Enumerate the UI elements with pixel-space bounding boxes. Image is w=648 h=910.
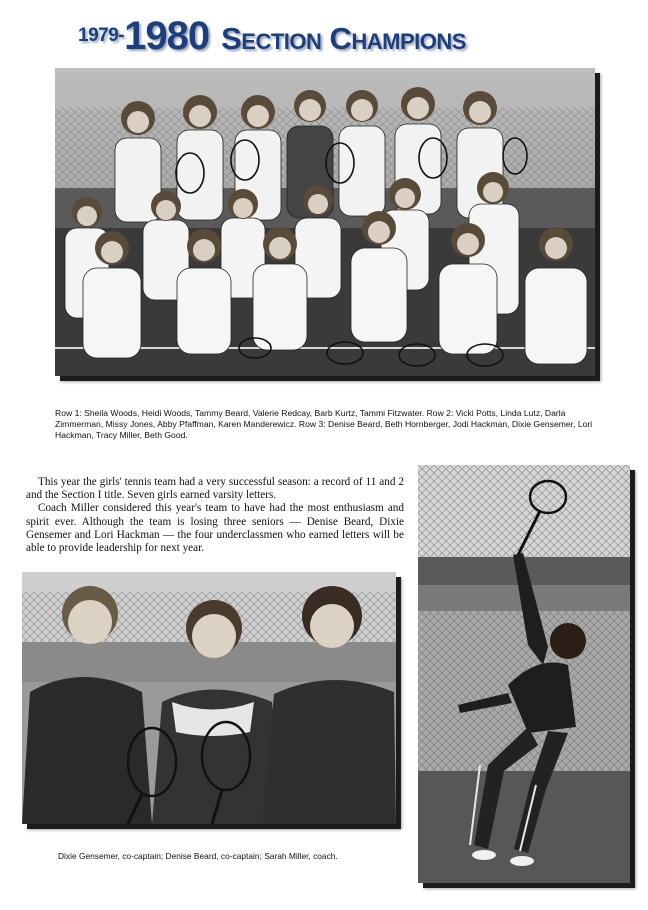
title-year: 1980 bbox=[124, 14, 210, 58]
team-photo bbox=[55, 68, 595, 376]
serve-photo bbox=[418, 465, 630, 883]
title-years-prefix: 1979- bbox=[78, 25, 125, 46]
story-paragraph-2: Coach Miller considered this year's team to have had the most enthusiasm and spirit ever. Although the team is losing three seniors — Denise Beard, Dixie Gensemer and Lori Hackman — the four underclassmen who earned letters will be able to provide leadership for next year. bbox=[26, 502, 404, 555]
captains-photo bbox=[22, 572, 396, 824]
story-paragraph-1: This year the girls' tennis team had a very successful season: a record of 11 and 2 and the Section I title. Seven girls earned varsity letters. bbox=[26, 476, 404, 502]
page-title bbox=[78, 10, 466, 56]
serve-photo-image bbox=[418, 465, 630, 883]
title-words: Section Champions bbox=[221, 21, 466, 56]
story-text bbox=[26, 476, 404, 555]
captains-photo-caption: Dixie Gensemer, co-captain; Denise Beard, co-captain; Sarah Miller, coach. bbox=[58, 851, 338, 861]
captains-photo-image bbox=[22, 572, 396, 824]
team-photo-image bbox=[55, 68, 595, 376]
team-photo-caption: Row 1: Sheila Woods, Heidi Woods, Tammy Beard, Valerie Redcay, Barb Kurtz, Tammi Fitzwater. Row 2: Vicki Potts, Linda Lutz, Darla Zimmerman, Missy Jones, Abby Pfaffman, Karen Manderewicz. Row 3: Denise Beard, Beth Hornberger, Jodi Hackman, Dixie Gensemer, Lori Hackman, Tracy Miller, Beth Good. bbox=[55, 408, 593, 440]
